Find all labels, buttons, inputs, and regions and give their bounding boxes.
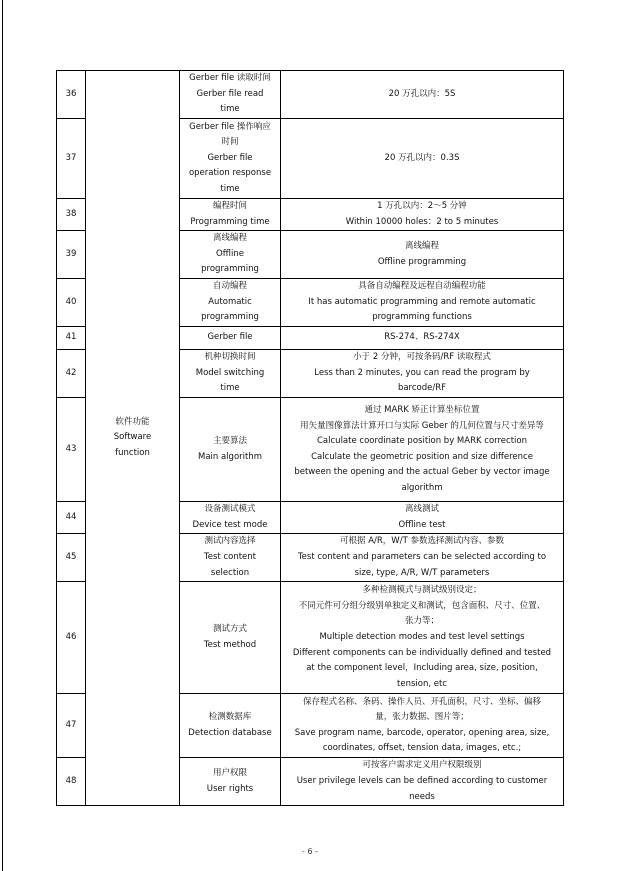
- specification-cell: [281, 582, 564, 694]
- item-name-cell: [180, 231, 281, 279]
- specification-cell: [281, 758, 564, 806]
- specification-cell: [281, 350, 564, 398]
- item-name-line: Gerber file 操作响应: [189, 121, 271, 132]
- specification-line: It has automatic programming and remote automatic: [308, 296, 536, 307]
- category-label: function: [115, 447, 150, 458]
- specification-line: 可按客户需求定义用户权限级别: [362, 760, 482, 771]
- specification-line: Offline test: [398, 519, 446, 530]
- specification-line: 小于 2 分钟，可按条码/RF 读取程式: [353, 352, 491, 363]
- item-name-line: 主要算法: [212, 436, 247, 447]
- specification-line: Calculate coordinate position by MARK correction: [317, 436, 527, 447]
- item-name-cell: [180, 758, 281, 806]
- item-name-line: Gerber file: [207, 332, 253, 343]
- item-name-line: Detection database: [188, 727, 272, 738]
- item-name-line: Model switching: [195, 367, 265, 378]
- item-name-line: User rights: [206, 783, 254, 794]
- category-cell: [86, 71, 180, 806]
- specification-line: needs: [409, 791, 435, 802]
- category-label: Software: [113, 432, 152, 443]
- item-name-line: Gerber file 读取时间: [189, 73, 271, 84]
- specification-line: 20 万孔以内：0.3S: [384, 152, 460, 163]
- specification-cell: [281, 71, 564, 119]
- item-name-line: operation response: [188, 168, 272, 179]
- item-name-cell: [180, 327, 281, 350]
- item-name-line: Programming time: [190, 216, 270, 227]
- specification-line: barcode/RF: [397, 383, 447, 394]
- row-number: 41: [57, 327, 86, 350]
- item-name-line: 检测数据库: [208, 712, 252, 723]
- specification-cell: [281, 327, 564, 350]
- specification-line: 20 万孔以内：5S: [388, 88, 456, 99]
- specification-line: Test content and parameters can be selected according to: [297, 552, 547, 563]
- specification-line: Calculate the geometric position and size difference: [311, 451, 533, 462]
- item-name-cell: [180, 694, 281, 758]
- specification-cell: [281, 694, 564, 758]
- specification-line: algorithm: [401, 482, 443, 493]
- item-name-cell: [180, 398, 281, 502]
- item-name-line: Offline: [216, 248, 244, 259]
- specification-cell: [281, 398, 564, 502]
- specification-cell: [281, 534, 564, 582]
- item-name-line: 机种切换时间: [204, 352, 256, 363]
- item-name-cell: [180, 71, 281, 119]
- table-body: [57, 71, 564, 806]
- item-name-cell: [180, 119, 281, 199]
- item-name-line: Test method: [203, 639, 257, 650]
- row-number: 40: [57, 279, 86, 327]
- specification-line: programming functions: [372, 312, 472, 323]
- item-name-line: 测试内容选择: [204, 536, 256, 547]
- item-name-line: 编程时间: [212, 201, 247, 211]
- specification-cell: [281, 502, 564, 534]
- specification-line: 多种检测模式与测试级别设定；: [362, 585, 482, 596]
- item-name-cell: [180, 279, 281, 327]
- item-name-line: 用户权限: [212, 768, 247, 779]
- row-number: 37: [57, 119, 86, 199]
- page-number: - 6 -: [302, 847, 318, 856]
- item-name-line: time: [220, 383, 240, 394]
- specification-table: [56, 70, 564, 806]
- table-row: [57, 71, 564, 119]
- item-name-line: 时间: [221, 137, 239, 148]
- item-name-cell: [180, 502, 281, 534]
- item-name-line: programming: [201, 264, 259, 275]
- specification-line: User privilege levels can be defined according to customer: [296, 776, 548, 787]
- row-number: 43: [57, 398, 86, 502]
- item-name-line: 测试方式: [212, 624, 247, 635]
- item-name-line: 离线编程: [212, 233, 247, 244]
- specification-line: 保存程式名称、条码、操作人员、开孔面积，尺寸、坐标、偏移: [302, 696, 541, 707]
- specification-line: 离线编程: [404, 241, 439, 252]
- item-name-line: time: [220, 183, 240, 194]
- item-name-line: Main algorithm: [197, 451, 262, 462]
- specification-line: tension, etc: [397, 678, 447, 689]
- item-name-line: Automatic: [208, 296, 252, 307]
- specification-line: between the opening and the actual Geber by vector image: [294, 467, 550, 478]
- item-name-line: programming: [201, 312, 259, 323]
- item-name-line: Test content: [204, 552, 256, 563]
- item-name-line: 设备测试模式: [204, 504, 256, 515]
- specification-line: Less than 2 minutes, you can read the program by: [314, 367, 530, 378]
- item-name-cell: [180, 582, 281, 694]
- specification-line: 可根据 A/R，W/T 参数选择测试内容、参数: [340, 536, 504, 547]
- item-name-cell: [180, 350, 281, 398]
- row-number: 39: [57, 231, 86, 279]
- specification-line: coordinates, offset, tension data, images, etc.;: [322, 743, 522, 754]
- row-number: 42: [57, 350, 86, 398]
- item-name-line: selection: [210, 567, 250, 578]
- item-name-line: Gerber file read: [196, 88, 264, 99]
- row-number: 46: [57, 582, 86, 694]
- specification-line: 量，张力数据、图片等；: [375, 712, 469, 723]
- specification-line: 张力等；: [404, 616, 439, 627]
- row-number: 44: [57, 502, 86, 534]
- specification-cell: [281, 119, 564, 199]
- specification-line: 具备自动编程及远程自动编程功能: [358, 281, 486, 292]
- item-name-line: Device test mode: [192, 519, 268, 530]
- specification-line: at the component level，Including area, size, position,: [306, 663, 538, 674]
- specification-line: 离线测试: [404, 504, 439, 515]
- left-margin-rule: [2, 0, 3, 871]
- specification-line: 不同元件可分组分级别单独定义和测试，包含面积、尺寸、位置、: [298, 600, 546, 611]
- specification-line: Offline programming: [377, 256, 467, 267]
- row-number: 36: [57, 71, 86, 119]
- item-name-cell: [180, 534, 281, 582]
- item-name-line: Gerber file: [207, 152, 253, 163]
- specification-line: size, type, A/R, W/T parameters: [354, 567, 490, 578]
- row-number: 48: [57, 758, 86, 806]
- specification-line: RS-274、RS-274X: [384, 332, 460, 343]
- specification-line: Multiple detection modes and test level settings: [319, 632, 525, 643]
- item-name-line: 自动编程: [212, 281, 247, 292]
- category-label: 软件功能: [115, 416, 150, 427]
- specification-line: Save program name, barcode, operator, opening area, size,: [294, 727, 550, 738]
- specification-line: 1 万孔以内：2～5 分钟: [377, 201, 467, 211]
- item-name-cell: [180, 199, 281, 231]
- specification-line: 用矢量图像算法计算开口与实际 Geber 的几何位置与尺寸差异等: [300, 420, 544, 431]
- specification-line: Different components can be individually defined and tested: [292, 647, 552, 658]
- item-name-line: time: [220, 104, 240, 115]
- specification-cell: [281, 231, 564, 279]
- specification-line: Within 10000 holes：2 to 5 minutes: [345, 216, 499, 227]
- row-number: 45: [57, 534, 86, 582]
- specification-cell: [281, 199, 564, 231]
- row-number: 47: [57, 694, 86, 758]
- row-number: 38: [57, 199, 86, 231]
- specification-cell: [281, 279, 564, 327]
- specification-line: 通过 MARK 矫正计算坐标位置: [364, 404, 480, 415]
